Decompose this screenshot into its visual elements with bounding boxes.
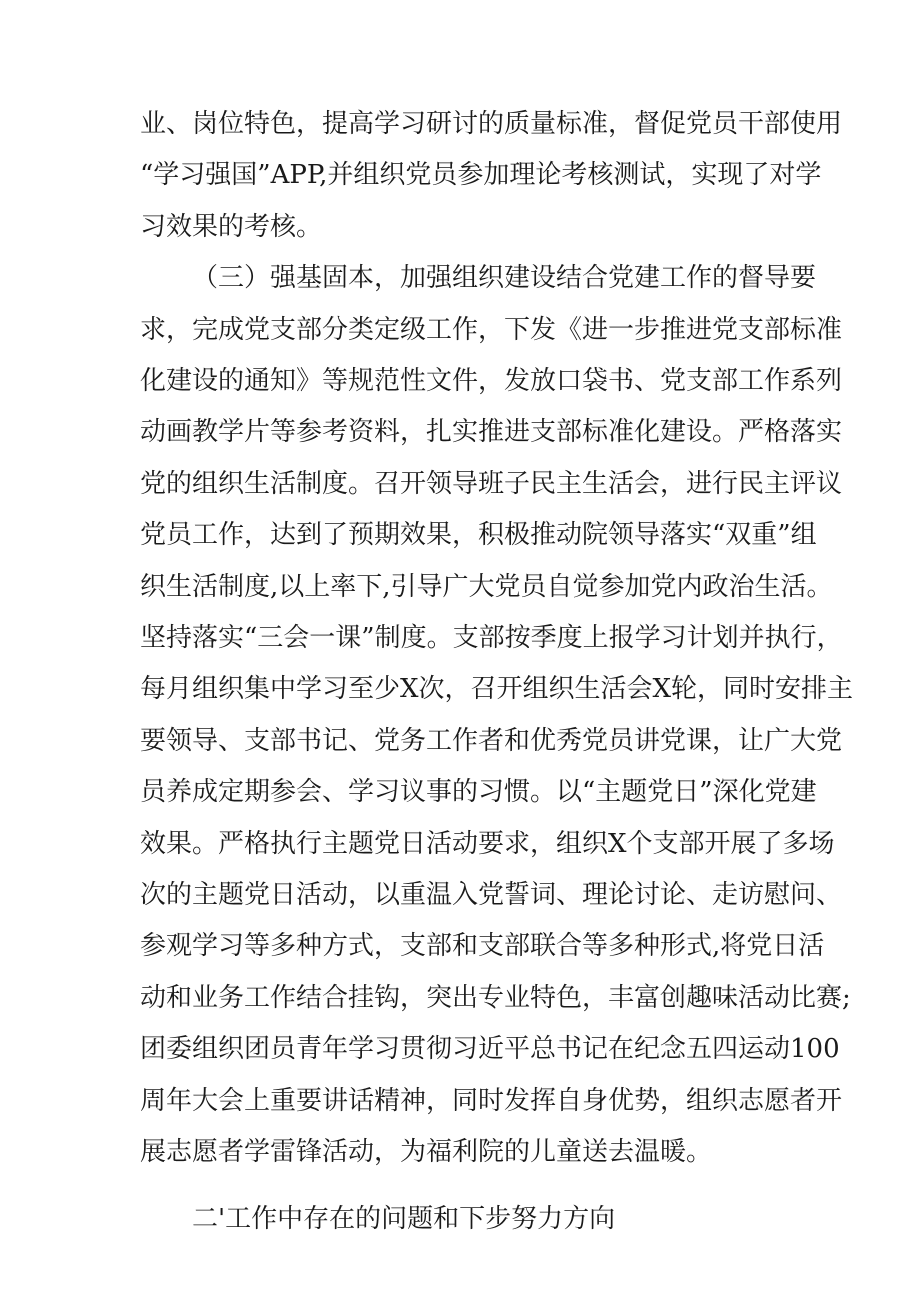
paragraph-line: 动和业务工作结合挂钩，突出专业特色，丰富创趣味活动比赛; — [140, 983, 851, 1013]
paragraph-line: （三）强基固本，加强组织建设结合党建工作的督导要 — [192, 263, 817, 293]
paragraph-line: 坚持落实“三会一课”制度。支部按季度上报学习计划并执行， — [140, 623, 843, 653]
paragraph-line: 习效果的考核。 — [140, 212, 323, 242]
paragraph-line: 织生活制度,以上率下,引导广大党员自觉参加党内政治生活。 — [140, 572, 833, 602]
paragraph-line: 化建设的通知》等规范性文件，发放口袋书、党支部工作系列 — [140, 366, 843, 396]
paragraph-line: 动画教学片等参考资料，扎实推进支部标准化建设。严格落实 — [140, 417, 843, 447]
paragraph-line: 团委组织团员青年学习贯彻习近平总书记在纪念五四运动100 — [140, 1034, 840, 1064]
paragraph-line: 党的组织生活制度。召开领导班子民主生活会，进行民主评议 — [140, 469, 843, 499]
paragraph-line: 参观学习等多种方式，支部和支部联合等多种形式,将党日活 — [140, 931, 825, 961]
paragraph-line: 求，完成党支部分类定级工作，下发《进一步推进党支部标准 — [140, 315, 843, 345]
paragraph-line: “学习强国”APP,并组织党员参加理论考核测试，实现了对学 — [140, 160, 822, 190]
paragraph-line: 每月组织集中学习至少X次，召开组织生活会X轮，同时安排主 — [140, 674, 854, 704]
paragraph-line: 效果。严格执行主题党日活动要求，组织X个支部开展了多场 — [140, 829, 835, 859]
paragraph-line: 周年大会上重要讲话精神，同时发挥自身优势，组织志愿者开 — [140, 1086, 843, 1116]
paragraph-line: 要领导、支部书记、党务工作者和优秀党员讲党课，让广大党 — [140, 726, 843, 756]
paragraph-line: 业、岗位特色，提高学习研讨的质量标准，督促党员干部使用 — [140, 109, 843, 139]
paragraph-line: 次的主题党日活动，以重温入党誓词、理论讨论、走访慰问、 — [140, 880, 843, 910]
paragraph-line: 员养成定期参会、学习议事的习惯。以“主题党日”深化党建 — [140, 777, 817, 807]
section-heading: 二'工作中存在的问题和下步努力方向 — [192, 1204, 616, 1234]
paragraph-line: 党员工作，达到了预期效果，积极推动院领导落实“双重”组 — [140, 520, 817, 550]
paragraph-line: 展志愿者学雷锋活动，为福利院的儿童送去温暖。 — [140, 1137, 713, 1167]
